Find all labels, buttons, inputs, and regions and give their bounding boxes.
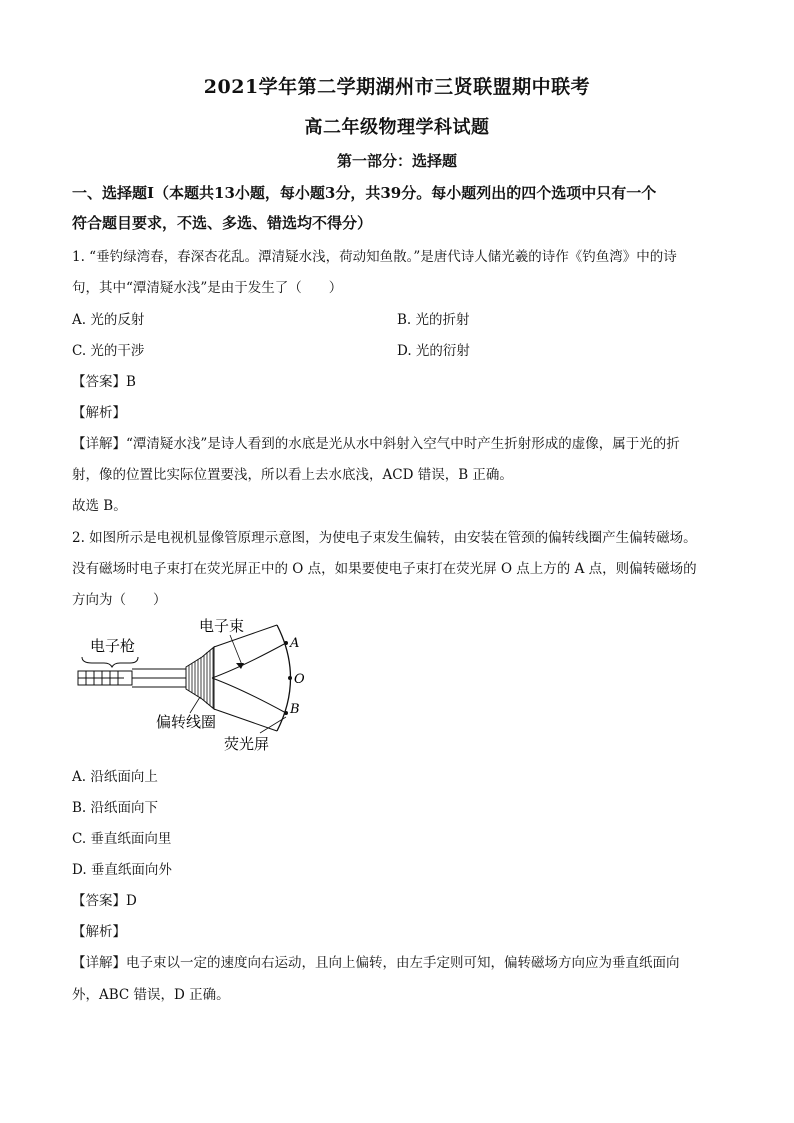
- q2-answer: 【答案】D: [72, 893, 137, 909]
- label-electron-beam: 电子束: [199, 617, 245, 635]
- label-point-o: O: [294, 672, 305, 687]
- q2-option-d: D. 垂直纸面向外: [72, 862, 172, 878]
- beam-to-b: [212, 678, 286, 713]
- label-deflection-coil: 偏转线圈: [156, 713, 217, 731]
- q1-option-c: C. 光的干涉: [72, 343, 145, 359]
- q2-stem-line1: 2. 如图所示是电视机显像管原理示意图，为使电子束发生偏转，由安装在管颈的偏转线圈产生偏转磁场。: [72, 530, 697, 546]
- q1-answer: 【答案】B: [72, 374, 136, 390]
- section-heading-line1: 一、选择题Ⅰ（本题共13小题，每小题3分，共39分。每小题列出的四个选项中只有一个: [72, 184, 657, 202]
- point-a-mark: [284, 641, 288, 645]
- q2-detail-line1: 【详解】电子束以一定的速度向右运动，且向上偏转，由左手定则可知，偏转磁场方向应为垂直纸面向: [72, 955, 680, 971]
- q2-option-b: B. 沿纸面向下: [72, 800, 159, 816]
- label-electron-gun: 电子枪: [90, 637, 136, 655]
- q2-stem-line3: 方向为（ ）: [72, 592, 167, 608]
- funnel-bottom: [214, 709, 277, 731]
- point-o-mark: [288, 676, 292, 680]
- crt-diagram: [72, 617, 322, 757]
- part-heading: 第一部分：选择题: [336, 152, 457, 170]
- q1-conclusion: 故选 B。: [72, 498, 127, 514]
- q1-detail-line1: 【详解】“潭清疑水浅”是诗人看到的水底是光从水中斜射入空气中时产生折射形成的虚像，属于光的折: [72, 436, 680, 452]
- section-heading: [72, 178, 722, 238]
- q1-detail-line2: 射，像的位置比实际位置要浅，所以看上去水底浅，ACD 错误，B 正确。: [72, 467, 513, 483]
- label-point-a: A: [290, 636, 300, 651]
- q1-stem-line1: 1. “垂钓绿湾春，春深杏花乱。潭清疑水浅，荷动知鱼散。”是唐代诗人储光羲的诗作《钓鱼湾》中的诗: [72, 249, 677, 265]
- q2-option-a: A. 沿纸面向上: [72, 769, 158, 785]
- beam-to-a: [212, 643, 286, 678]
- section-heading-line2: 符合题目要求，不选、多选、错选均不得分）: [72, 214, 373, 232]
- label-screen: 荧光屏: [224, 735, 270, 753]
- gun-brace: [82, 657, 138, 667]
- q2-option-c: C. 垂直纸面向里: [72, 831, 172, 847]
- q1-option-a: A. 光的反射: [72, 312, 145, 328]
- q2-analysis-label: 【解析】: [72, 924, 126, 940]
- q2-detail-line2: 外，ABC 错误，D 正确。: [72, 987, 230, 1003]
- exam-title: 2021学年第二学期湖州市三贤联盟期中联考: [203, 76, 591, 98]
- q1-option-d: D. 光的衍射: [397, 343, 470, 359]
- q2-stem-line2: 没有磁场时电子束打在荧光屏正中的 O 点，如果要使电子束打在荧光屏 O 点上方的 A 点，则偏转磁场的: [72, 561, 697, 577]
- q1-option-b: B. 光的折射: [397, 312, 470, 328]
- exam-subtitle: 高二年级物理学科试题: [304, 117, 490, 138]
- point-b-mark: [284, 711, 288, 715]
- label-point-b: B: [290, 702, 300, 717]
- deflection-coil: [186, 647, 214, 709]
- q1-stem-line2: 句，其中“潭清疑水浅”是由于发生了（ ）: [72, 280, 343, 296]
- q1-analysis-label: 【解析】: [72, 405, 126, 421]
